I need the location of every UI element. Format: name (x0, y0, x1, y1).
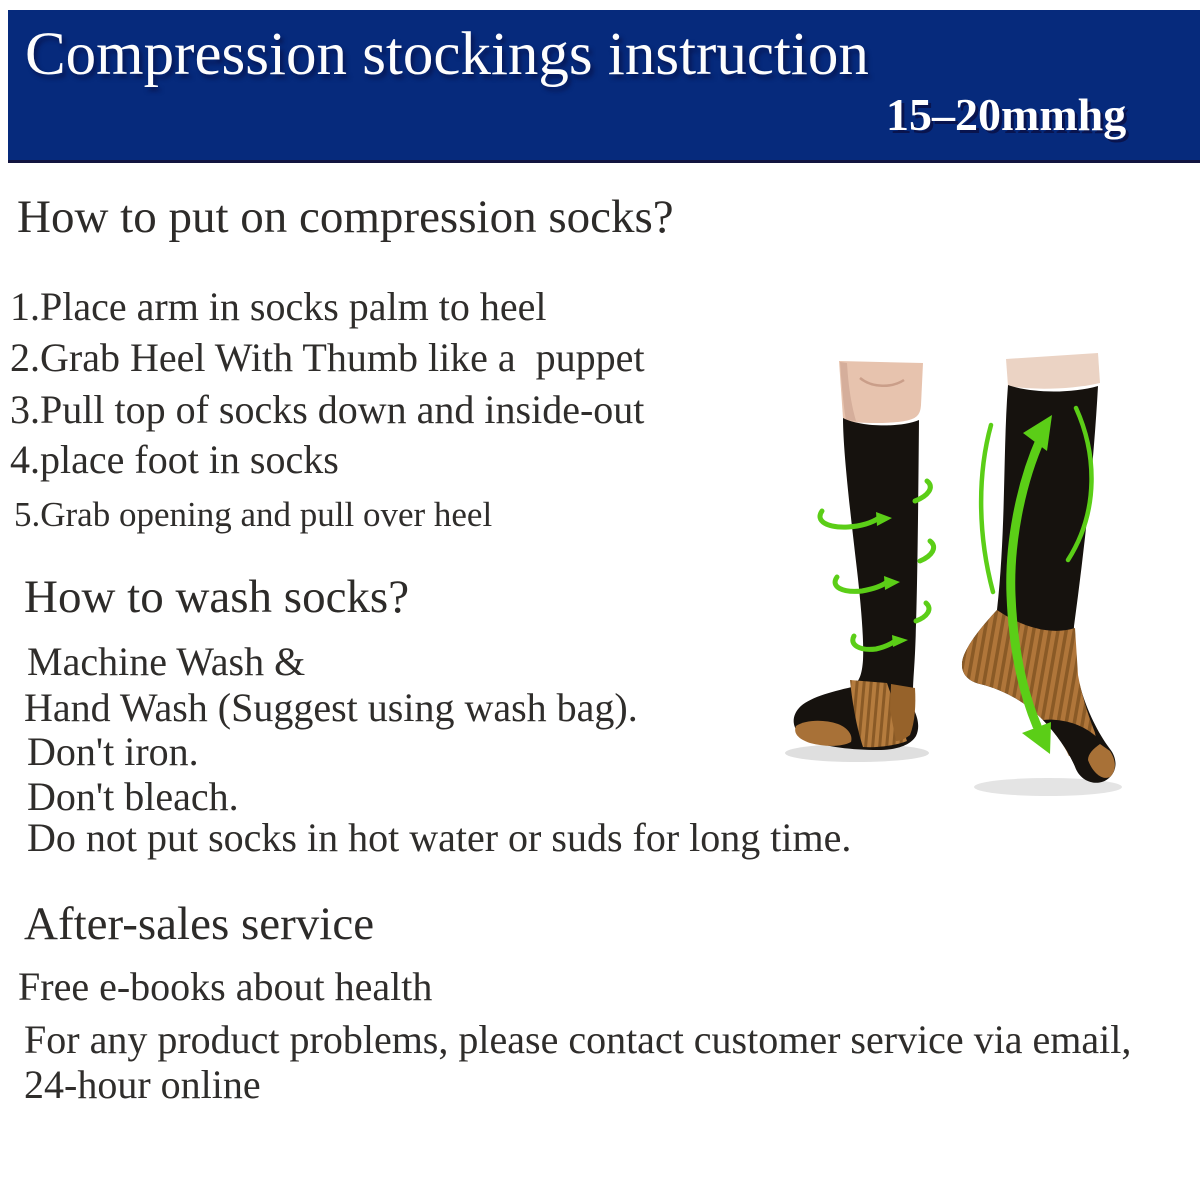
right-leg-skin (1006, 353, 1100, 389)
page-title: Compression stockings instruction (25, 21, 869, 88)
wash-line-iron: Don't iron. (27, 729, 199, 774)
after-sales-ebooks: Free e-books about health (18, 964, 433, 1009)
step-5: 5.Grab opening and pull over heel (14, 495, 493, 534)
wash-line-machine: Machine Wash & (27, 639, 306, 684)
put-on-heading: How to put on compression socks? (17, 191, 674, 243)
pressure-range-label: 15–20mmhg (886, 89, 1127, 140)
after-sales-heading: After-sales service (24, 898, 375, 950)
wash-line-bleach: Don't bleach. (27, 774, 239, 819)
after-sales-online: 24-hour online (24, 1062, 261, 1107)
left-flank-curve (981, 425, 993, 592)
compression-socks-illustration (760, 330, 1200, 810)
wash-heading: How to wash socks? (24, 571, 410, 623)
left-sock (794, 361, 923, 750)
header-banner (8, 10, 1200, 163)
after-sales-contact: For any product problems, please contact customer service via email, (24, 1017, 1132, 1062)
step-4: 4.place foot in socks (10, 437, 339, 482)
wash-line-hot-water: Do not put socks in hot water or suds for long time. (27, 815, 852, 860)
step-1: 1.Place arm in socks palm to heel (10, 284, 547, 329)
step-2: 2.Grab Heel With Thumb like a puppet (10, 335, 645, 380)
wash-line-hand: Hand Wash (Suggest using wash bag). (24, 685, 638, 730)
step-3: 3.Pull top of socks down and inside-out (10, 387, 645, 432)
